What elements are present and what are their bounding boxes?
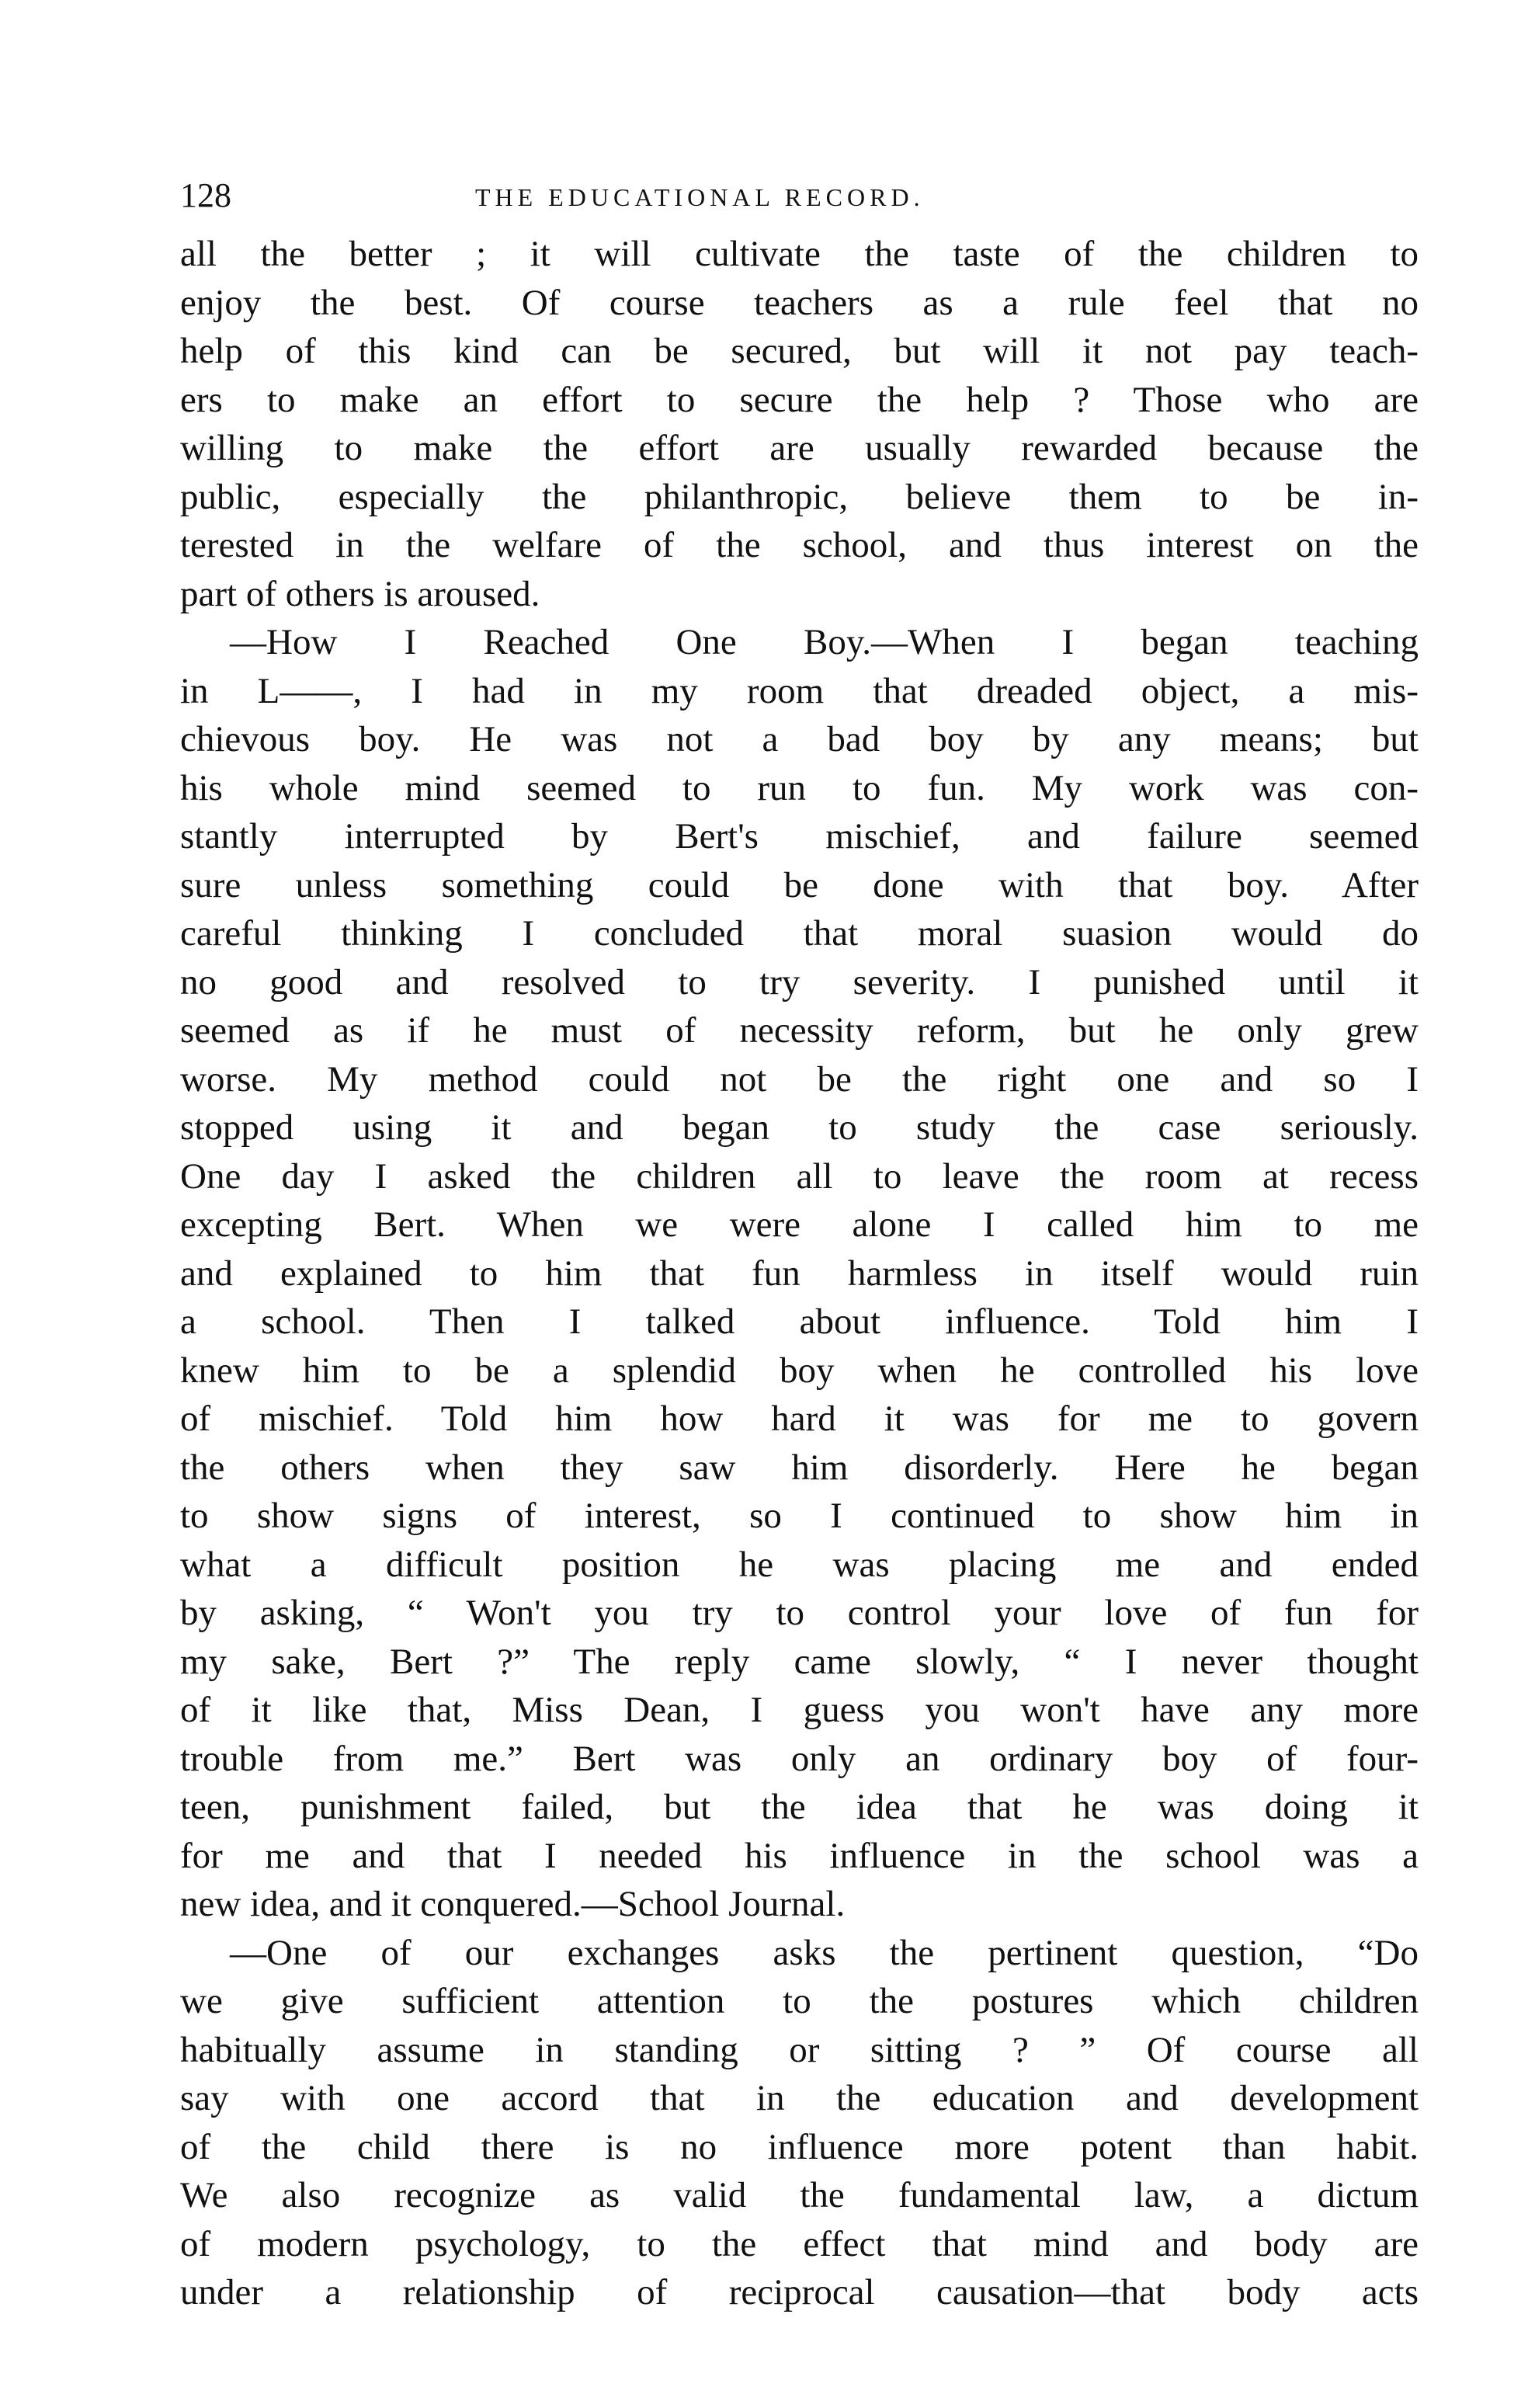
text-line: under a relationship of reciprocal causation—that body acts	[180, 2272, 1419, 2312]
text-line: and explained to him that fun harmless in itself would ruin	[180, 1253, 1419, 1294]
text-line: ers to make an effort to secure the help ? Those who are	[180, 379, 1419, 420]
text-line: trouble from me.” Bert was only an ordinary boy of four-	[180, 1738, 1419, 1779]
section-heading-line: —How I Reached One Boy.—When I began teaching	[230, 622, 1419, 662]
text-line: by asking, “ Won't you try to control your love of fun for	[180, 1593, 1419, 1633]
text-line: help of this kind can be secured, but will it not pay teach-	[180, 331, 1419, 371]
text-line: my sake, Bert ?” The reply came slowly, “ I never thought	[180, 1641, 1419, 1682]
text-line: excepting Bert. When we were alone I called him to me	[180, 1204, 1419, 1245]
text-line: teen, punishment failed, but the idea that he was doing it	[180, 1787, 1419, 1827]
text-line: what a difficult position he was placing me and ended	[180, 1544, 1419, 1585]
text-line: We also recognize as valid the fundamental law, a dictum	[180, 2175, 1419, 2215]
text-line: part of others is aroused.	[180, 573, 540, 614]
text-line: new idea, and it conquered.—School Journal.	[180, 1884, 846, 1924]
text-line: sure unless something could be done with that boy. After	[180, 864, 1419, 905]
section-heading-line: —One of our exchanges asks the pertinent question, “Do	[230, 1932, 1419, 1973]
body-text	[180, 230, 1419, 2317]
text-line: to show signs of interest, so I continued to show him in	[180, 1496, 1419, 1536]
text-line: all the better ; it will cultivate the taste of the children to	[180, 234, 1419, 274]
text-line: say with one accord that in the education and development	[180, 2078, 1419, 2118]
text-line: of modern psychology, to the effect that mind and body are	[180, 2223, 1419, 2264]
text-line: knew him to be a splendid boy when he controlled his love	[180, 1350, 1419, 1391]
text-line: enjoy the best. Of course teachers as a rule feel that no	[180, 282, 1419, 323]
text-line: for me and that I needed his influence in the school was a	[180, 1835, 1419, 1876]
journal-title: THE EDUCATIONAL RECORD.	[475, 183, 925, 211]
running-head	[180, 172, 1419, 219]
text-line: habitually assume in standing or sitting ? ” Of course all	[180, 2029, 1419, 2070]
text-line: seemed as if he must of necessity reform, but he only grew	[180, 1010, 1419, 1051]
text-line: his whole mind seemed to run to fun. My work was con-	[180, 767, 1419, 808]
text-line: we give sufficient attention to the postures which children	[180, 1981, 1419, 2021]
text-line: no good and resolved to try severity. I punished until it	[180, 961, 1419, 1002]
text-line: careful thinking I concluded that moral suasion would do	[180, 913, 1419, 954]
text-line: a school. Then I talked about influence. Told him I	[180, 1301, 1419, 1342]
text-line: of mischief. Told him how hard it was for me to govern	[180, 1399, 1419, 1439]
text-line: of the child there is no influence more potent than habit.	[180, 2126, 1419, 2167]
text-line: stantly interrupted by Bert's mischief, and failure seemed	[180, 816, 1419, 857]
text-line: terested in the welfare of the school, and thus interest on the	[180, 525, 1419, 565]
text-line: public, especially the philanthropic, believe them to be in-	[180, 476, 1419, 517]
page-number: 128	[180, 176, 231, 214]
text-line: willing to make the effort are usually rewarded because the	[180, 428, 1419, 468]
text-line: chievous boy. He was not a bad boy by any means; but	[180, 719, 1419, 759]
text-line: One day I asked the children all to leave the room at recess	[180, 1155, 1419, 1197]
text-line: of it like that, Miss Dean, I guess you won't have any more	[180, 1690, 1419, 1730]
text-line: the others when they saw him disorderly. Here he began	[180, 1447, 1419, 1488]
text-line: in L——, I had in my room that dreaded object, a mis-	[180, 670, 1419, 711]
text-line: worse. My method could not be the right one and so I	[180, 1058, 1419, 1100]
text-line: stopped using it and began to study the case seriously.	[180, 1107, 1419, 1148]
